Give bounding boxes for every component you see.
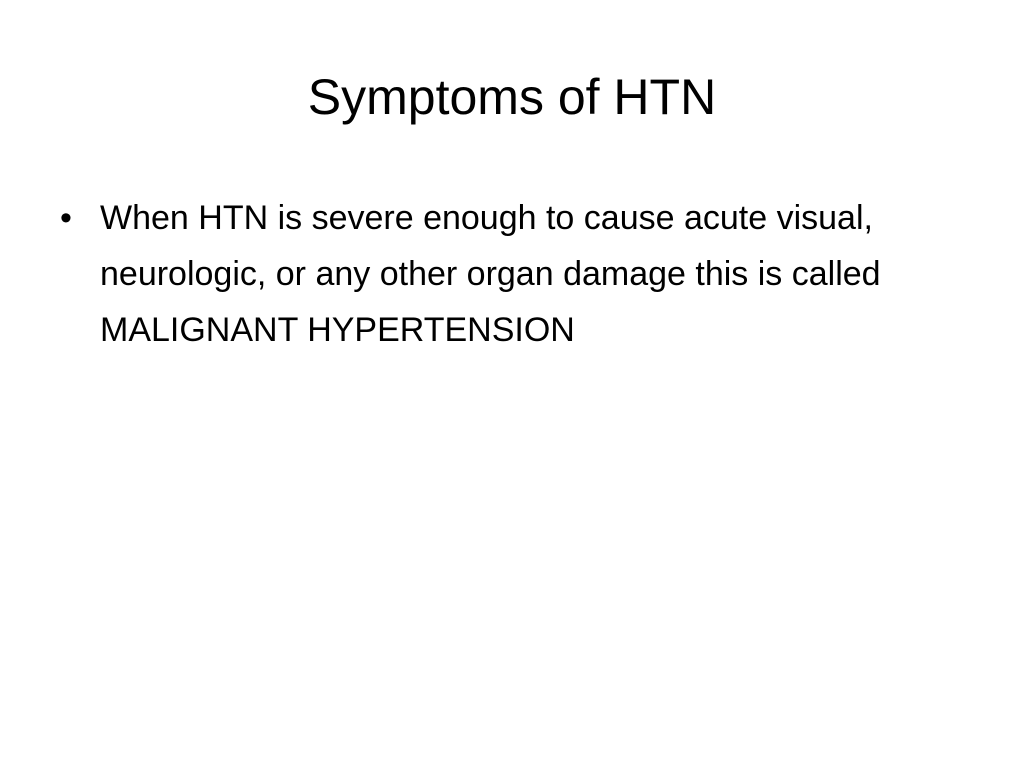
bullet-marker-icon: • [60,199,72,237]
slide-title: Symptoms of HTN [307,69,717,125]
bullet-text: When HTN is severe enough to cause acute visual, neurologic, or any other organ damage this is called MALIGNANT HYPERTENSION [100,199,881,349]
bullet-item [60,190,970,358]
bullet-list [60,190,970,358]
